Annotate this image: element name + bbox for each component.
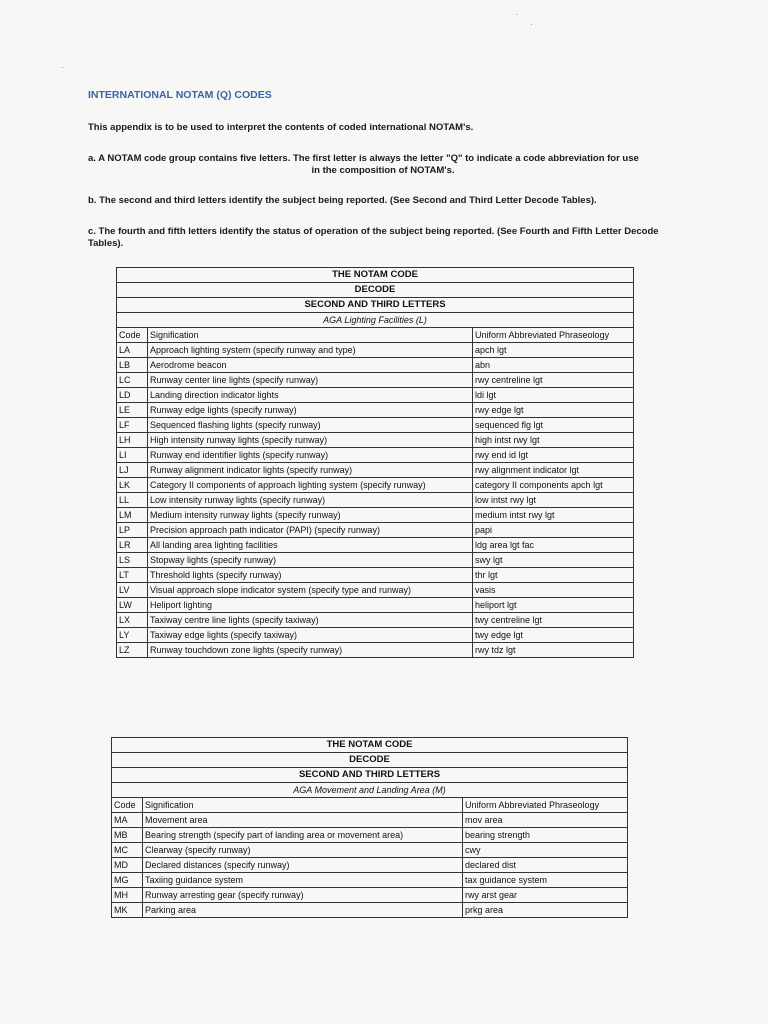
cell-signification: Heliport lighting (148, 598, 473, 613)
cell-code: MK (112, 903, 143, 918)
paragraph-a-line2: in the composition of NOTAM's. (311, 165, 455, 176)
cell-phraseology: apch lgt (473, 343, 634, 358)
paragraph-c: c. The fourth and fifth letters identify the status of operation of the subject being reported. (See Fourth and Fifth Letter Decode Tables). (88, 226, 659, 249)
cell-phraseology: cwy (463, 843, 628, 858)
cell-signification: Approach lighting system (specify runway and type) (148, 343, 473, 358)
table-row (117, 613, 634, 628)
document-heading: INTERNATIONAL NOTAM (Q) CODES (88, 89, 272, 101)
cell-phraseology: twy centreline lgt (473, 613, 634, 628)
cell-phraseology: rwy tdz lgt (473, 643, 634, 658)
lighting-facilities-table (116, 267, 634, 658)
cell-signification: Clearway (specify runway) (143, 843, 463, 858)
cell-signification: Runway touchdown zone lights (specify runway) (148, 643, 473, 658)
table-row (117, 373, 634, 388)
cell-phraseology: ldg area lgt fac (473, 538, 634, 553)
table-row (117, 538, 634, 553)
cell-signification: Taxiway edge lights (specify taxiway) (148, 628, 473, 643)
cell-code: LS (117, 553, 148, 568)
cell-code: LP (117, 523, 148, 538)
cell-phraseology: sequenced flg lgt (473, 418, 634, 433)
cell-phraseology: category II components apch lgt (473, 478, 634, 493)
cell-signification: Runway end identifier lights (specify runway) (148, 448, 473, 463)
table-letters: SECOND AND THIRD LETTERS (112, 768, 628, 783)
table-row (117, 463, 634, 478)
table-row (117, 433, 634, 448)
cell-signification: Parking area (143, 903, 463, 918)
col-header-phraseology: Uniform Abbreviated Phraseology (473, 328, 634, 343)
cell-code: LY (117, 628, 148, 643)
table-row (112, 888, 628, 903)
cell-phraseology: declared dist (463, 858, 628, 873)
cell-code: LZ (117, 643, 148, 658)
table-row (117, 508, 634, 523)
cell-code: MC (112, 843, 143, 858)
cell-signification: High intensity runway lights (specify runway) (148, 433, 473, 448)
table-decode: DECODE (117, 283, 634, 298)
cell-signification: Medium intensity runway lights (specify runway) (148, 508, 473, 523)
cell-phraseology: abn (473, 358, 634, 373)
cell-signification: Taxiing guidance system (143, 873, 463, 888)
cell-signification: Runway alignment indicator lights (specify runway) (148, 463, 473, 478)
table-category: AGA Movement and Landing Area (M) (112, 783, 628, 798)
paragraph-a-line1: a. A NOTAM code group contains five letters. The first letter is always the letter "Q" to indicate a code abbreviation for use (88, 153, 639, 164)
cell-code: LD (117, 388, 148, 403)
table-row (117, 583, 634, 598)
cell-phraseology: mov area (463, 813, 628, 828)
cell-code: MD (112, 858, 143, 873)
cell-signification: Aerodrome beacon (148, 358, 473, 373)
cell-phraseology: low intst rwy lgt (473, 493, 634, 508)
table-row (117, 643, 634, 658)
cell-code: MH (112, 888, 143, 903)
table-row (117, 598, 634, 613)
cell-phraseology: rwy edge lgt (473, 403, 634, 418)
cell-code: MB (112, 828, 143, 843)
table-letters: SECOND AND THIRD LETTERS (117, 298, 634, 313)
cell-code: LA (117, 343, 148, 358)
col-header-signification: Signification (148, 328, 473, 343)
table-row (112, 843, 628, 858)
table-row (117, 478, 634, 493)
cell-signification: Visual approach slope indicator system (specify type and runway) (148, 583, 473, 598)
paragraph-b: b. The second and third letters identify the subject being reported. (See Second and Third Letter Decode Tables). (88, 195, 597, 206)
table-category: AGA Lighting Facilities (L) (117, 313, 634, 328)
cell-signification: All landing area lighting facilities (148, 538, 473, 553)
cell-phraseology: tax guidance system (463, 873, 628, 888)
table-row (112, 873, 628, 888)
col-header-code: Code (117, 328, 148, 343)
table-column-headers (117, 328, 634, 343)
cell-signification: Movement area (143, 813, 463, 828)
cell-signification: Declared distances (specify runway) (143, 858, 463, 873)
cell-signification: Sequenced flashing lights (specify runway) (148, 418, 473, 433)
scan-speck (516, 14, 517, 15)
cell-phraseology: rwy alignment indicator lgt (473, 463, 634, 478)
table-row (112, 828, 628, 843)
table-row (117, 448, 634, 463)
cell-signification: Bearing strength (specify part of landing area or movement area) (143, 828, 463, 843)
cell-code: MG (112, 873, 143, 888)
paragraph-a (88, 153, 688, 177)
cell-phraseology: twy edge lgt (473, 628, 634, 643)
table-row (117, 403, 634, 418)
cell-code: LL (117, 493, 148, 508)
table-title: THE NOTAM CODE (117, 268, 634, 283)
cell-phraseology: rwy end id lgt (473, 448, 634, 463)
table-row (112, 858, 628, 873)
cell-signification: Runway edge lights (specify runway) (148, 403, 473, 418)
cell-phraseology: ldi lgt (473, 388, 634, 403)
table-row (117, 553, 634, 568)
intro-paragraph: This appendix is to be used to interpret the contents of coded international NOTAM's. (88, 122, 474, 133)
cell-phraseology: rwy arst gear (463, 888, 628, 903)
cell-phraseology: swy lgt (473, 553, 634, 568)
cell-signification: Precision approach path indicator (PAPI) (specify runway) (148, 523, 473, 538)
cell-code: LT (117, 568, 148, 583)
cell-code: LK (117, 478, 148, 493)
table-row (117, 418, 634, 433)
cell-signification: Low intensity runway lights (specify runway) (148, 493, 473, 508)
cell-phraseology: thr lgt (473, 568, 634, 583)
table-row (117, 568, 634, 583)
cell-code: LI (117, 448, 148, 463)
table-row (117, 388, 634, 403)
table-row (117, 358, 634, 373)
movement-landing-area-table (111, 737, 628, 918)
scan-speck (62, 67, 63, 68)
cell-code: LH (117, 433, 148, 448)
table-column-headers (112, 798, 628, 813)
cell-signification: Runway arresting gear (specify runway) (143, 888, 463, 903)
cell-signification: Category II components of approach lighting system (specify runway) (148, 478, 473, 493)
cell-phraseology: medium intst rwy lgt (473, 508, 634, 523)
col-header-signification: Signification (143, 798, 463, 813)
cell-signification: Stopway lights (specify runway) (148, 553, 473, 568)
table-row (117, 343, 634, 358)
cell-phraseology: high intst rwy lgt (473, 433, 634, 448)
cell-signification: Landing direction indicator lights (148, 388, 473, 403)
cell-phraseology: prkg area (463, 903, 628, 918)
cell-code: MA (112, 813, 143, 828)
cell-phraseology: vasis (473, 583, 634, 598)
cell-code: LE (117, 403, 148, 418)
table-row (117, 628, 634, 643)
cell-phraseology: heliport lgt (473, 598, 634, 613)
col-header-code: Code (112, 798, 143, 813)
cell-code: LX (117, 613, 148, 628)
cell-phraseology: bearing strength (463, 828, 628, 843)
table-decode: DECODE (112, 753, 628, 768)
cell-phraseology: rwy centreline lgt (473, 373, 634, 388)
cell-code: LW (117, 598, 148, 613)
cell-signification: Runway center line lights (specify runway) (148, 373, 473, 388)
cell-code: LR (117, 538, 148, 553)
cell-code: LB (117, 358, 148, 373)
table-row (117, 523, 634, 538)
table-row (112, 903, 628, 918)
cell-code: LC (117, 373, 148, 388)
table-title: THE NOTAM CODE (112, 738, 628, 753)
table-row (117, 493, 634, 508)
cell-code: LV (117, 583, 148, 598)
cell-code: LF (117, 418, 148, 433)
scan-speck (531, 24, 532, 25)
table-row (112, 813, 628, 828)
cell-signification: Threshold lights (specify runway) (148, 568, 473, 583)
cell-phraseology: papi (473, 523, 634, 538)
cell-signification: Taxiway centre line lights (specify taxiway) (148, 613, 473, 628)
col-header-phraseology: Uniform Abbreviated Phraseology (463, 798, 628, 813)
cell-code: LJ (117, 463, 148, 478)
cell-code: LM (117, 508, 148, 523)
